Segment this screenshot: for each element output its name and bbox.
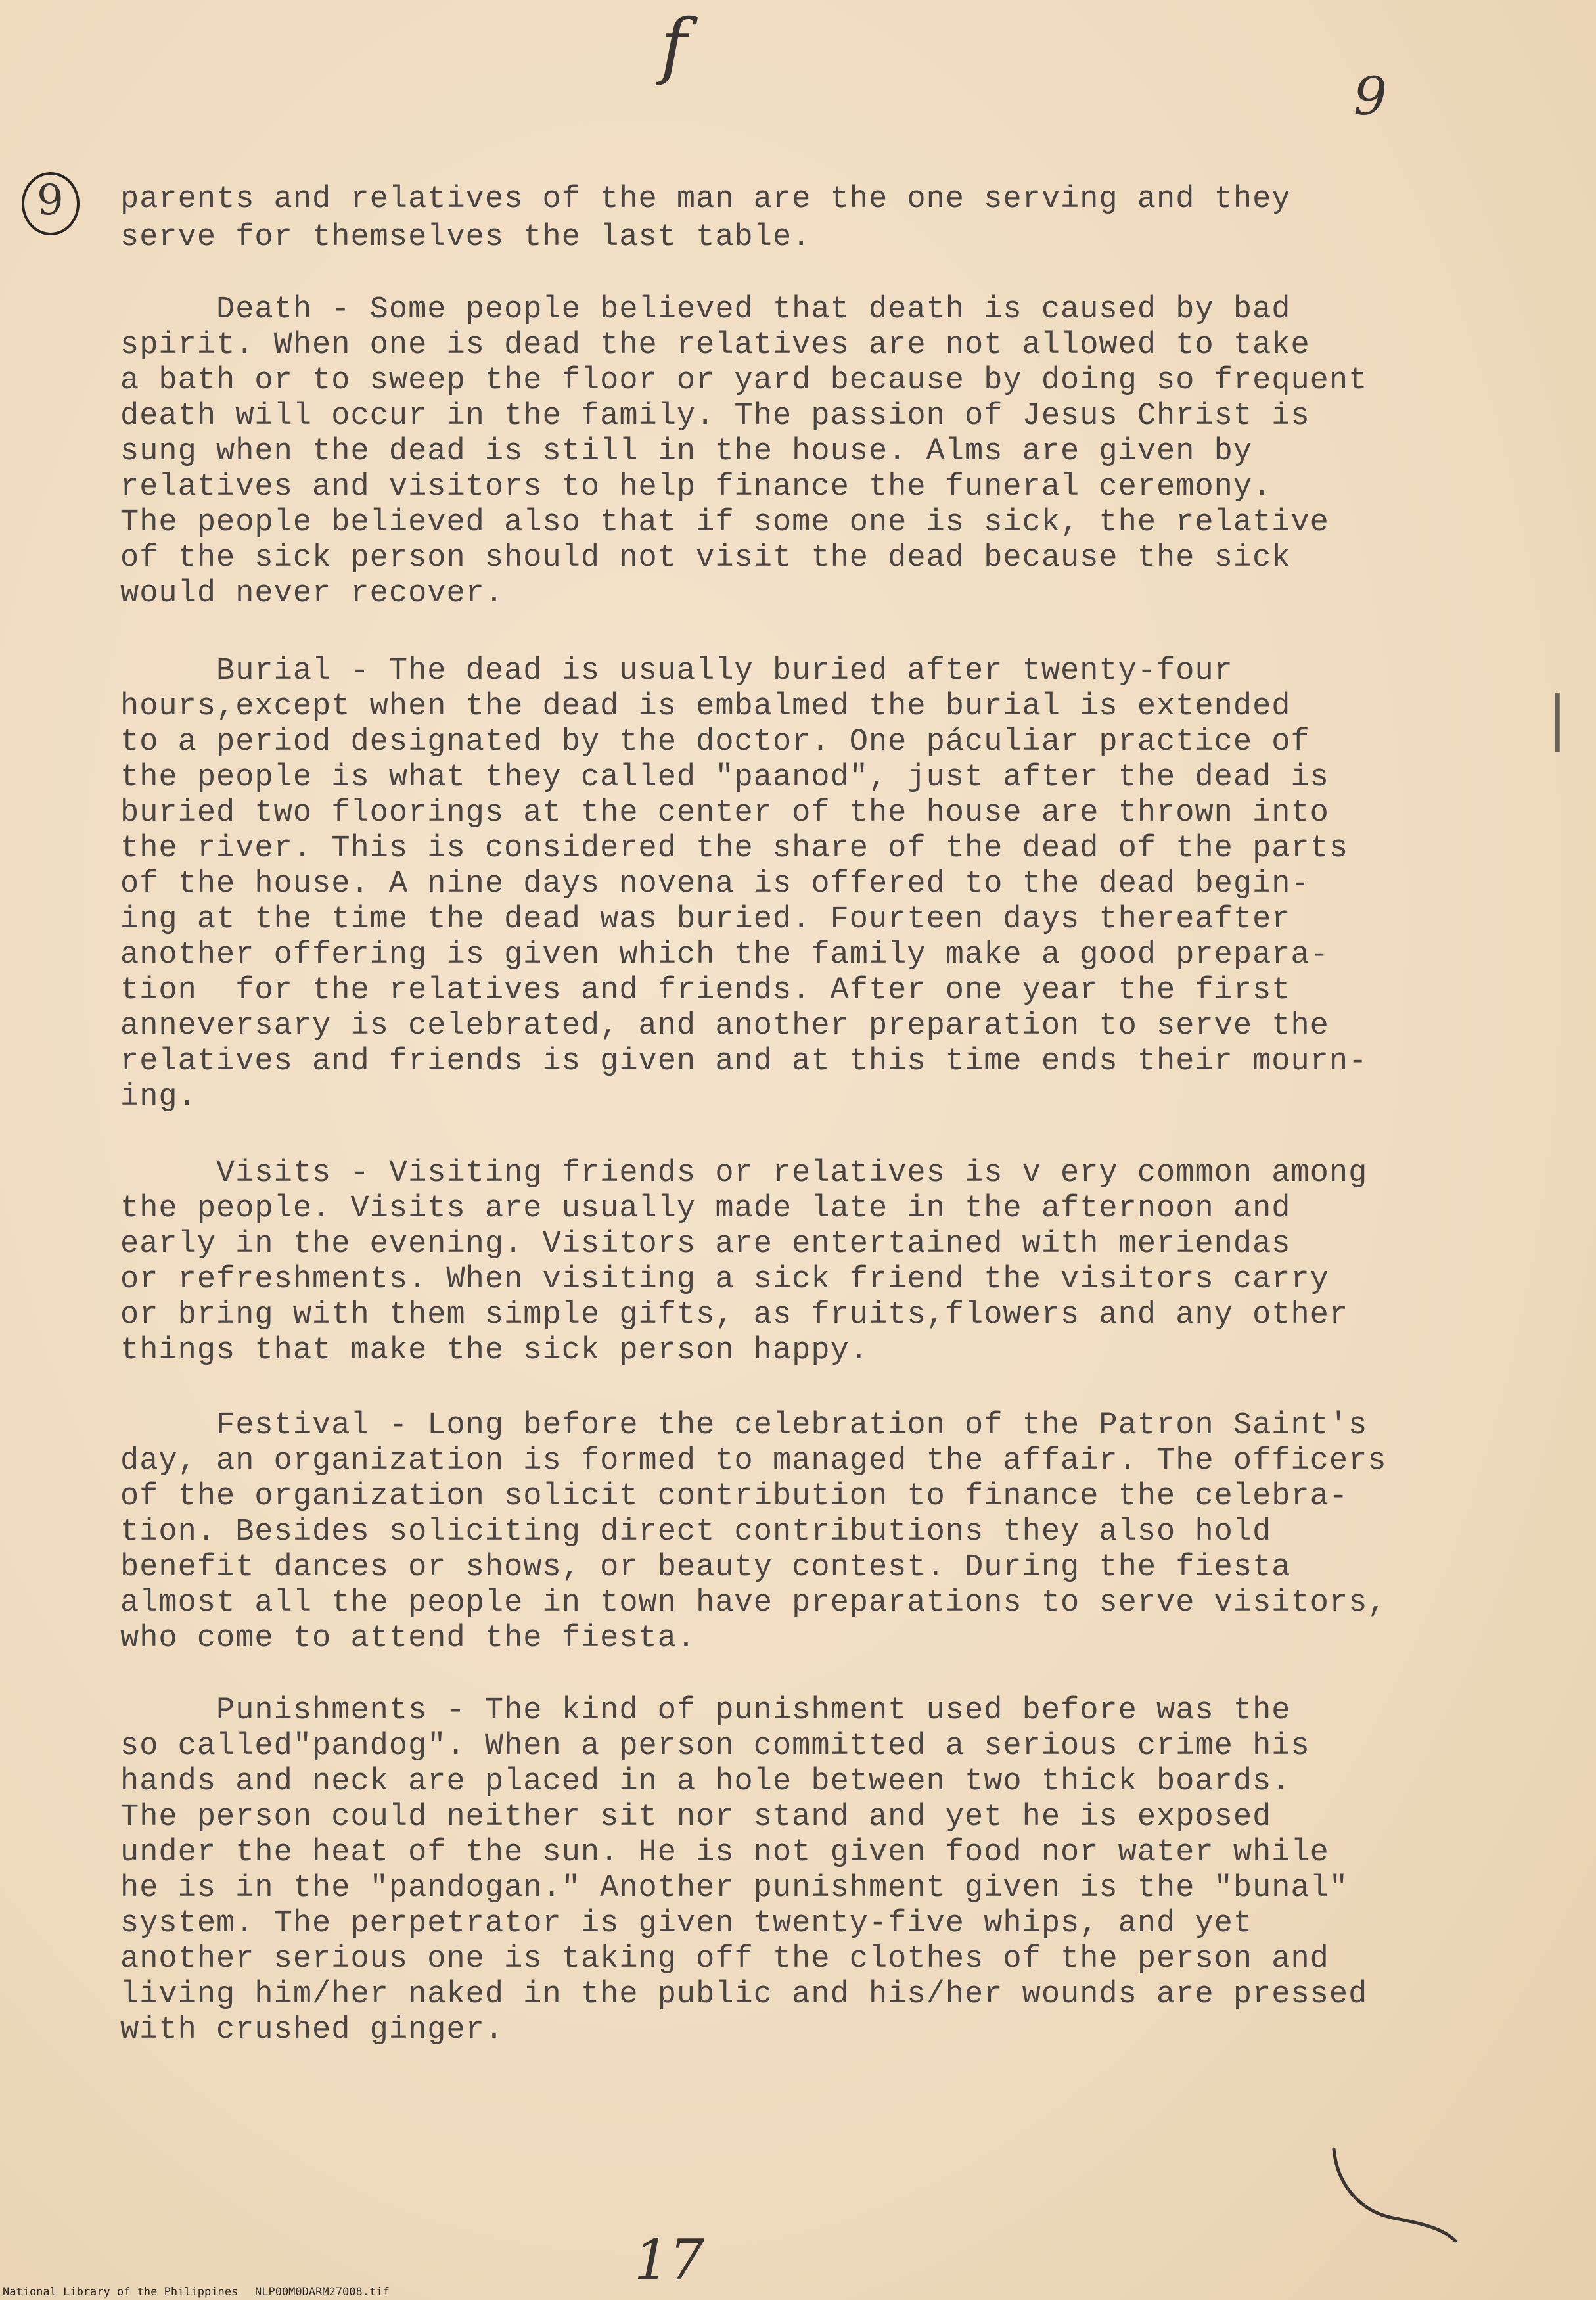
text-line: or bring with them simple gifts, as fruits,flowers and any other — [120, 1298, 1349, 1333]
text-line: ing at the time the dead was buried. Fourteen days thereafter — [120, 902, 1291, 937]
text-line: sung when the dead is still in the house. Alms are given by — [120, 434, 1253, 469]
text-line: tion for the relatives and friends. After one year the first — [120, 973, 1291, 1008]
text-line: tion. Besides soliciting direct contributions they also hold — [120, 1515, 1272, 1550]
text-line: the river. This is considered the share of the dead of the parts — [120, 831, 1349, 866]
text-line: would never recover. — [120, 576, 505, 611]
text-line: spirit. When one is dead the relatives are not allowed to take — [120, 328, 1310, 363]
text-line: hours,except when the dead is embalmed the burial is extended — [120, 689, 1291, 724]
text-line: Visits - Visiting friends or relatives is v ery common among — [120, 1156, 1368, 1191]
handwritten-margin-bar: | — [1547, 683, 1568, 752]
text-line: so called"pandog". When a person committed a serious crime his — [120, 1729, 1310, 1764]
text-line: Punishments - The kind of punishment used before was the — [120, 1693, 1291, 1728]
handwritten-page-number-top-right: 9 — [1354, 66, 1387, 127]
text-line: another offering is given which the family make a good prepara- — [120, 938, 1329, 973]
text-line: of the sick person should not visit the dead because the sick — [120, 541, 1291, 576]
text-line: the people is what they called "paanod", just after the dead is — [120, 760, 1329, 795]
text-line: almost all the people in town have preparations to serve visitors, — [120, 1586, 1387, 1621]
text-line: The person could neither sit nor stand and yet he is exposed — [120, 1800, 1272, 1835]
text-line: things that make the sick person happy. — [120, 1333, 869, 1368]
text-line: of the organization solicit contribution to finance the celebra- — [120, 1479, 1349, 1514]
text-line: a bath or to sweep the floor or yard because by doing so frequent — [120, 363, 1368, 398]
text-line: who come to attend the fiesta. — [120, 1621, 696, 1656]
text-line: serve for themselves the last table. — [120, 220, 811, 255]
text-line: relatives and visitors to help finance the funeral ceremony. — [120, 470, 1272, 505]
footer-library-name: National Library of the Philippines — [3, 2286, 239, 2299]
text-line: relatives and friends is given and at this time ends their mourn- — [120, 1044, 1368, 1079]
text-line: another serious one is taking off the clothes of the person and — [120, 1942, 1329, 1977]
handwritten-circled-number: 9 — [37, 176, 64, 225]
handwritten-mark-top-center: f — [660, 3, 687, 87]
handwritten-page-number-bottom: 17 — [634, 2228, 704, 2292]
text-line: anneversary is celebrated, and another preparation to serve the — [120, 1009, 1329, 1044]
text-line: he is in the "pandogan." Another punishment given is the "bunal" — [120, 1871, 1349, 1906]
text-line: under the heat of the sun. He is not given food nor water while — [120, 1835, 1329, 1870]
text-line: Festival - Long before the celebration of the Patron Saint's — [120, 1408, 1368, 1443]
text-line: Death - Some people believed that death is caused by bad — [120, 292, 1291, 327]
text-line: hands and neck are placed in a hole between two thick boards. — [120, 1764, 1291, 1799]
handwritten-checkmark — [1321, 2132, 1465, 2251]
text-line: The people believed also that if some one is sick, the relative — [120, 505, 1329, 540]
text-line: of the house. A nine days novena is offered to the dead begin- — [120, 867, 1310, 902]
footer-file-name: NLP00M0DARM27008.tif — [255, 2286, 390, 2299]
text-line: ing. — [120, 1080, 197, 1115]
text-line: with crushed ginger. — [120, 2013, 505, 2048]
text-line: living him/her naked in the public and his/her wounds are pressed — [120, 1977, 1368, 2012]
text-line: the people. Visits are usually made late in the afternoon and — [120, 1191, 1291, 1226]
text-line: to a period designated by the doctor. One páculiar practice of — [120, 725, 1310, 760]
text-line: benefit dances or shows, or beauty contest. During the fiesta — [120, 1550, 1291, 1585]
text-line: buried two floorings at the center of the house are thrown into — [120, 796, 1329, 831]
text-line: system. The perpetrator is given twenty-five whips, and yet — [120, 1906, 1253, 1941]
text-line: or refreshments. When visiting a sick friend the visitors carry — [120, 1262, 1329, 1297]
text-line: day, an organization is formed to managed the affair. The officers — [120, 1444, 1387, 1479]
text-line: early in the evening. Visitors are entertained with meriendas — [120, 1227, 1291, 1262]
text-line: death will occur in the family. The passion of Jesus Christ is — [120, 399, 1310, 434]
text-line: Burial - The dead is usually buried after twenty-four — [120, 654, 1233, 689]
text-line: parents and relatives of the man are the one serving and they — [120, 182, 1291, 217]
